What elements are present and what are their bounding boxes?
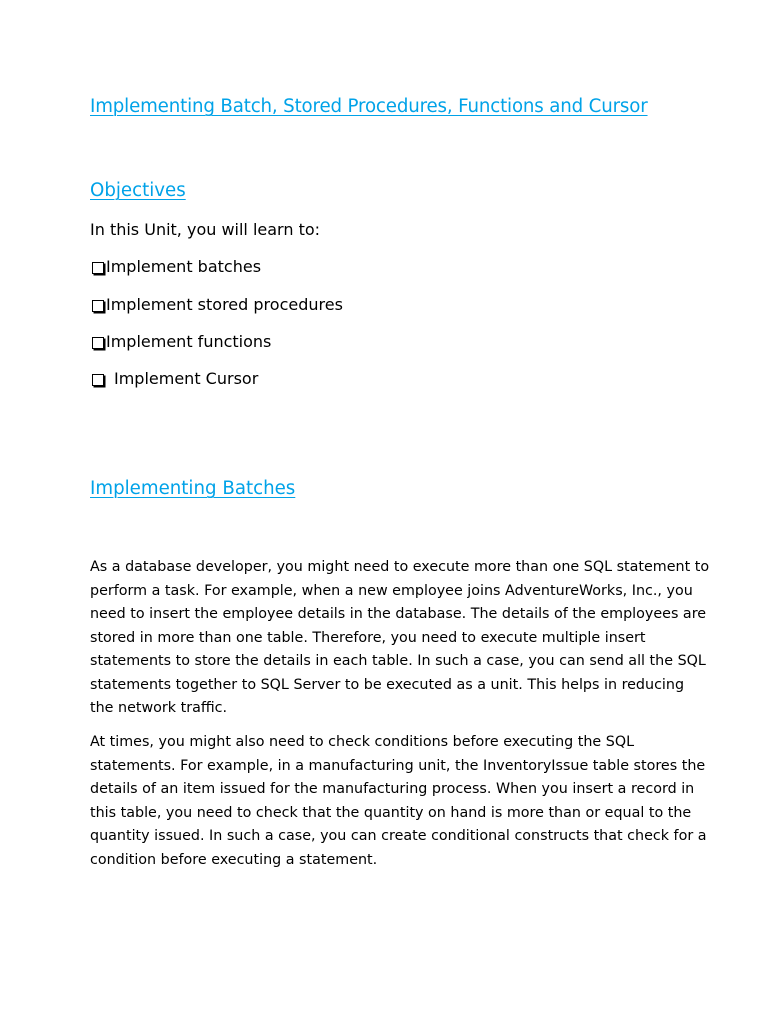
batches-heading: Implementing Batches <box>90 478 296 499</box>
objective-item-label: Implement Cursor <box>114 369 259 388</box>
objective-item <box>90 332 271 351</box>
objective-item <box>90 295 343 314</box>
objective-item <box>90 257 261 276</box>
paragraph-line: statements to store the details in each table. In such a case, you can send all the SQL <box>90 653 706 669</box>
checkbox-icon <box>92 374 104 386</box>
objectives-intro: In this Unit, you will learn to: <box>90 220 321 239</box>
paragraph-line: need to insert the employee details in the database. The details of the employees are <box>90 606 707 622</box>
objective-item-label: Implement stored procedures <box>106 295 343 314</box>
checkbox-icon <box>92 262 104 274</box>
paragraph-line: At times, you might also need to check conditions before executing the SQL <box>90 734 635 750</box>
objective-item <box>90 369 258 388</box>
paragraph-line: details of an item issued for the manufacturing process. When you insert a record in <box>90 781 695 797</box>
paragraph-line: perform a task. For example, when a new employee joins AdventureWorks, Inc., you <box>90 582 693 599</box>
paragraph-line: As a database developer, you might need to execute more than one SQL statement to <box>90 559 710 575</box>
paragraph-batches-intro <box>90 556 710 721</box>
paragraph-line: statements together to SQL Server to be executed as a unit. This helps in reducing <box>90 676 685 693</box>
paragraph-line: stored in more than one table. Therefore, you need to execute multiple insert <box>90 629 646 646</box>
objective-item-label: Implement functions <box>106 332 272 351</box>
paragraph-batches-conditions <box>90 731 710 872</box>
document-title: Implementing Batch, Stored Procedures, Functions and Cursor <box>90 96 648 117</box>
paragraph-line: the network traffic. <box>90 700 228 716</box>
paragraph-line: quantity issued. In such a case, you can create conditional constructs that check for a <box>90 828 707 844</box>
checkbox-icon <box>92 337 104 349</box>
paragraph-line: this table, you need to check that the quantity on hand is more than or equal to the <box>90 804 692 821</box>
checkbox-icon <box>92 300 104 312</box>
paragraph-line: condition before executing a statement. <box>90 851 378 868</box>
paragraph-line: statements. For example, in a manufacturing unit, the InventoryIssue table stores the <box>90 757 706 774</box>
objective-item-label: Implement batches <box>106 257 262 276</box>
objectives-heading: Objectives <box>90 180 186 201</box>
